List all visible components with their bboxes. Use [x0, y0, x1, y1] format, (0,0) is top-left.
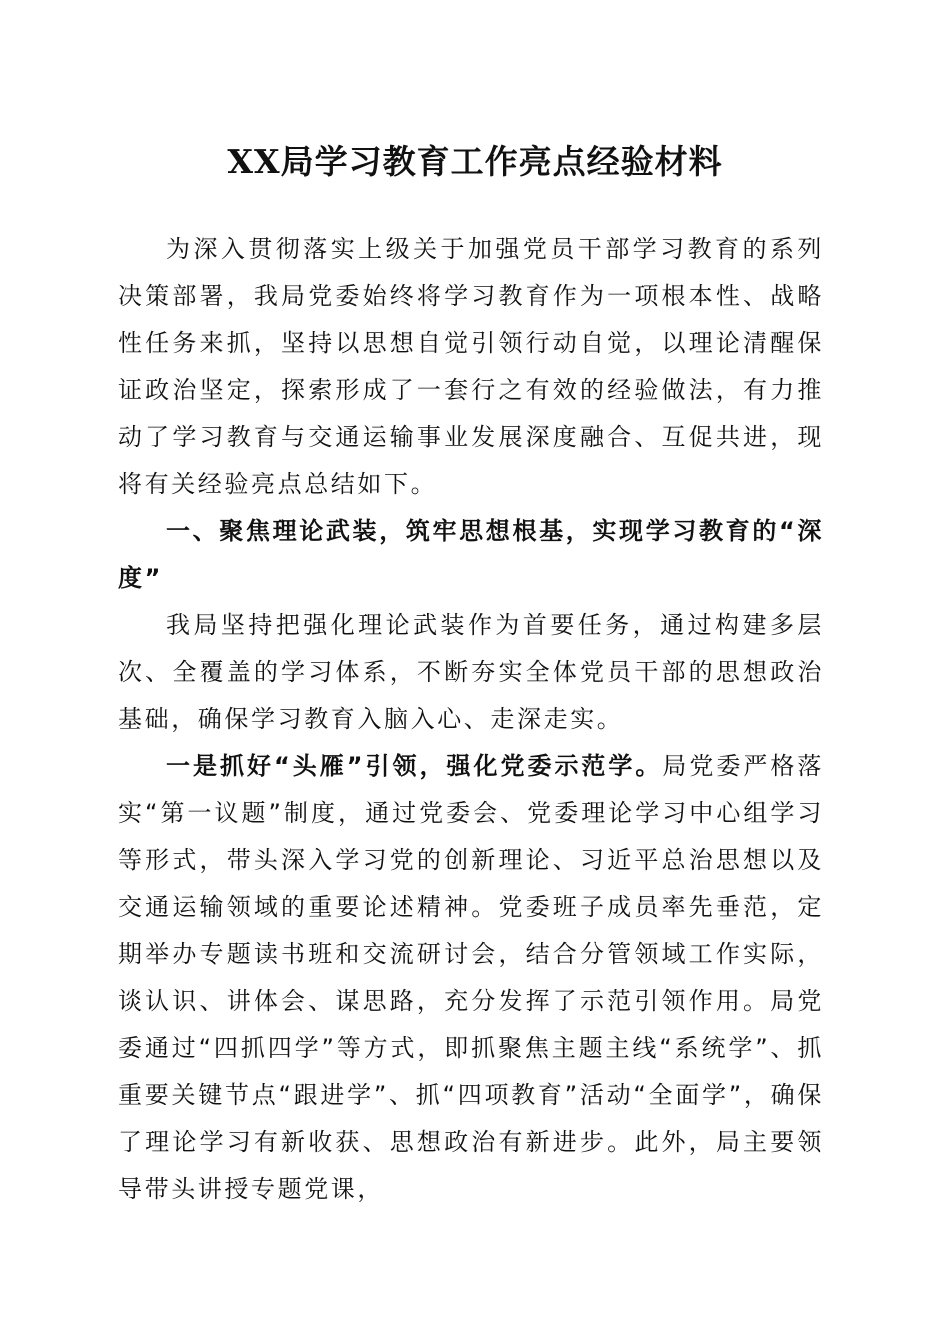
- point-1-lead: 一是抓好“头雁”引领，强化党委示范学。: [166, 752, 663, 780]
- section-1-point-1: [118, 743, 824, 1213]
- document-body: [118, 226, 824, 1213]
- point-1-text: 局党委严格落实“第一议题”制度，通过党委会、党委理论学习中心组学习等形式，带头深入学习党的创新理论、习近平总治思想以及交通运输领域的重要论述精神。党委班子成员率先垂范，定期举办专题读书班和交流研讨会，结合分管领域工作实际，谈认识、讲体会、谋思路，充分发挥了示范引领作用。局党委通过“四抓四学”等方式，即抓聚焦主题主线“系统学”、抓重要关键节点“跟进学”、抓“四项教育”活动“全面学”，确保了理论学习有新收获、思想政治有新进步。此外，局主要领导带头讲授专题党课，: [118, 752, 824, 1203]
- section-1-heading: 一、聚焦理论武装，筑牢思想根基，实现学习教育的“深度”: [118, 517, 824, 592]
- intro-paragraph: 为深入贯彻落实上级关于加强党员干部学习教育的系列决策部署，我局党委始终将学习教育作为一项根本性、战略性任务来抓，坚持以思想自觉引领行动自觉，以理论清醒保证政治坚定，探索形成了一套行之有效的经验做法，有力推动了学习教育与交通运输事业发展深度融合、互促共进，现将有关经验亮点总结如下。: [118, 235, 824, 498]
- document-title: XX局学习教育工作亮点经验材料: [227, 142, 723, 181]
- section-1-paragraph: 我局坚持把强化理论武装作为首要任务，通过构建多层次、全覆盖的学习体系，不断夯实全体党员干部的思想政治基础，确保学习教育入脑入心、走深走实。: [118, 611, 824, 733]
